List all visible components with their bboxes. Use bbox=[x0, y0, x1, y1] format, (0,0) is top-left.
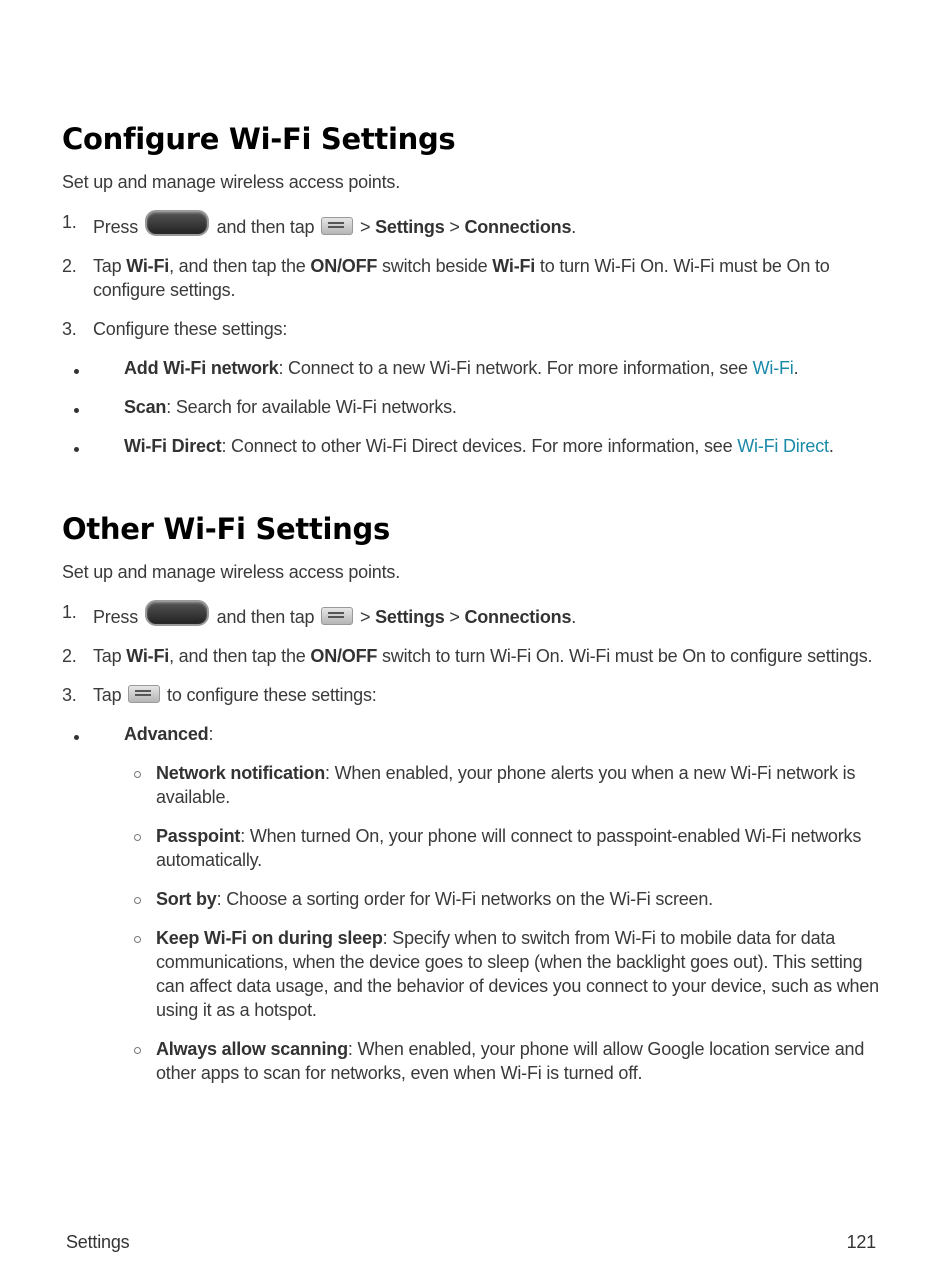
step-term: ON/OFF bbox=[310, 646, 378, 666]
wifi-direct-link[interactable]: Wi-Fi Direct bbox=[737, 436, 829, 456]
item-desc: : When enabled, your phone alerts you when a new Wi-Fi network is available. bbox=[156, 763, 856, 807]
sub-item bbox=[124, 761, 880, 809]
step-text: . bbox=[571, 217, 577, 237]
step-text: Press bbox=[93, 217, 139, 237]
list-item bbox=[62, 395, 880, 419]
step-text: . bbox=[571, 607, 577, 627]
section-title: Other Wi-Fi Settings bbox=[62, 512, 390, 546]
step-term: ON/OFF bbox=[310, 256, 378, 276]
step-text: to configure these settings: bbox=[167, 685, 377, 705]
item-term: Sort by bbox=[156, 889, 217, 909]
step-text: Tap bbox=[93, 646, 122, 666]
step-number: 1. bbox=[62, 602, 77, 622]
sub-item bbox=[124, 1037, 880, 1085]
section-configure-wifi bbox=[62, 122, 880, 473]
step-text: , and then tap the bbox=[169, 646, 306, 666]
step-term: Settings bbox=[375, 607, 445, 627]
step-term: Connections bbox=[464, 217, 572, 237]
item-desc: : When turned On, your phone will connect to passpoint-enabled Wi-Fi networks automatically. bbox=[156, 826, 862, 870]
item-term: Add Wi-Fi network bbox=[124, 358, 279, 378]
menu-key-icon bbox=[321, 607, 353, 625]
step-text: > bbox=[359, 217, 371, 237]
step-text: > bbox=[449, 217, 460, 237]
sub-item bbox=[124, 887, 880, 911]
step-2 bbox=[62, 254, 880, 302]
item-desc: : Connect to a new Wi-Fi network. For more information, see bbox=[278, 358, 753, 378]
step-1 bbox=[62, 210, 880, 239]
item-desc: . bbox=[793, 358, 799, 378]
item-term: Keep Wi-Fi on during sleep bbox=[156, 928, 383, 948]
wifi-link[interactable]: Wi-Fi bbox=[752, 358, 794, 378]
step-term: Wi-Fi bbox=[126, 646, 170, 666]
step-text: Press bbox=[93, 607, 139, 627]
item-desc: : Connect to other Wi-Fi Direct devices. For more information, see bbox=[221, 436, 738, 456]
step-text: switch beside bbox=[382, 256, 488, 276]
item-term: Advanced bbox=[124, 724, 209, 744]
step-text: Tap bbox=[93, 256, 122, 276]
step-2 bbox=[62, 644, 880, 668]
section-other-wifi bbox=[62, 512, 880, 1100]
step-term: Wi-Fi bbox=[492, 256, 536, 276]
footer-page-number: 121 bbox=[846, 1232, 876, 1252]
list-item-advanced bbox=[62, 722, 880, 1085]
step-number: 2. bbox=[62, 646, 77, 666]
step-text: and then tap bbox=[216, 607, 315, 627]
item-term: Passpoint bbox=[156, 826, 241, 846]
sub-item bbox=[124, 926, 880, 1022]
item-desc: : bbox=[208, 724, 214, 744]
sub-item bbox=[124, 824, 880, 872]
step-3 bbox=[62, 683, 880, 1085]
item-desc: : Specify when to switch from Wi-Fi to mobile data for data communications, when the device goes to sleep (when the backlight goes out). This setting can affect data usage, and the behavior of devices you connect to your device, such as when using it as a hotspot. bbox=[156, 928, 879, 1020]
section-title: Configure Wi-Fi Settings bbox=[62, 122, 456, 156]
advanced-sublist bbox=[124, 761, 880, 1085]
step-number: 2. bbox=[62, 256, 77, 276]
steps-list bbox=[62, 210, 880, 458]
step-text: to turn Wi-Fi On. Wi-Fi must be On to configure settings. bbox=[93, 256, 830, 300]
steps-list bbox=[62, 600, 880, 1085]
item-desc: : When enabled, your phone will allow Google location service and other apps to scan for networks, even when Wi-Fi is turned off. bbox=[156, 1039, 865, 1083]
list-item bbox=[62, 434, 880, 458]
step-term: Wi-Fi bbox=[126, 256, 170, 276]
item-term: Network notification bbox=[156, 763, 326, 783]
item-term: Always allow scanning bbox=[156, 1039, 348, 1059]
item-term: Scan bbox=[124, 397, 167, 417]
section-intro: Set up and manage wireless access points. bbox=[62, 562, 400, 582]
footer-section-name: Settings bbox=[66, 1232, 130, 1252]
step-text: , and then tap the bbox=[169, 256, 306, 276]
menu-key-icon bbox=[321, 217, 353, 235]
step-3 bbox=[62, 317, 880, 458]
step-number: 3. bbox=[62, 319, 77, 339]
menu-key-icon bbox=[128, 685, 160, 703]
step-term: Settings bbox=[375, 217, 445, 237]
step-1 bbox=[62, 600, 880, 629]
step-text: Tap bbox=[93, 685, 122, 705]
item-term: Wi-Fi Direct bbox=[124, 436, 222, 456]
step-number: 1. bbox=[62, 212, 77, 232]
settings-list bbox=[62, 722, 880, 1085]
home-key-icon bbox=[145, 210, 209, 236]
step-number: 3. bbox=[62, 685, 77, 705]
item-desc: : Search for available Wi-Fi networks. bbox=[166, 397, 457, 417]
step-text: > bbox=[449, 607, 460, 627]
list-item bbox=[62, 356, 880, 380]
step-text: and then tap bbox=[216, 217, 315, 237]
step-text: > bbox=[359, 607, 371, 627]
step-text: Configure these settings: bbox=[93, 319, 288, 339]
item-desc: : Choose a sorting order for Wi-Fi networks on the Wi-Fi screen. bbox=[216, 889, 713, 909]
step-term: Connections bbox=[464, 607, 572, 627]
item-desc: . bbox=[828, 436, 834, 456]
step-text: switch to turn Wi-Fi On. Wi-Fi must be On to configure settings. bbox=[382, 646, 873, 666]
home-key-icon bbox=[145, 600, 209, 626]
settings-list bbox=[62, 356, 880, 458]
section-intro: Set up and manage wireless access points. bbox=[62, 172, 400, 192]
